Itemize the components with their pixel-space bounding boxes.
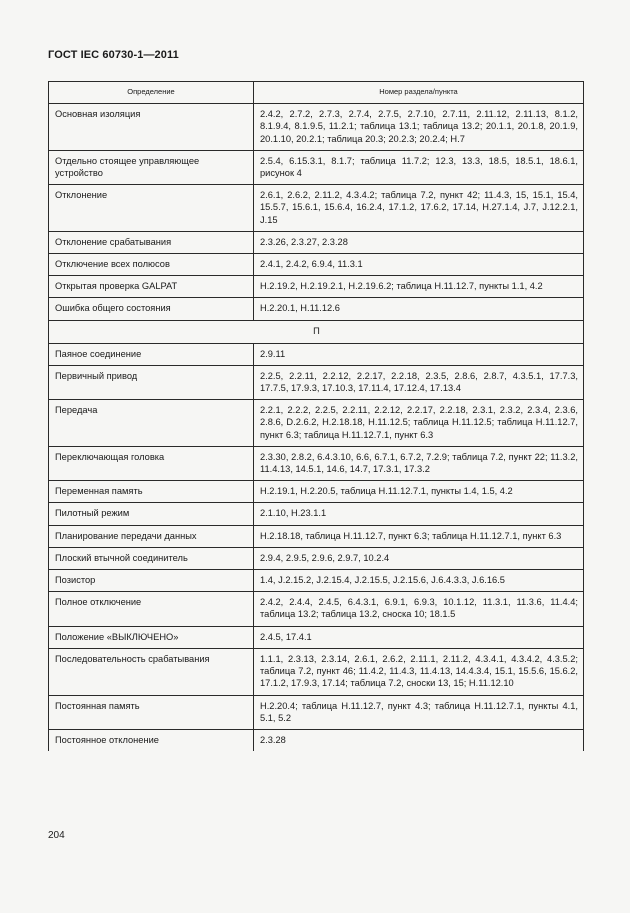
table-row [49,231,584,253]
refs-cell: H.2.19.1, H.2.20.5, таблица H.11.12.7.1, пункты 1.4, 1.5, 4.2 [254,481,584,503]
table-row [49,547,584,569]
refs-cell: 2.2.5, 2.2.11, 2.2.12, 2.2.17, 2.2.18, 2.3.5, 2.8.6, 2.8.7, 4.3.5.1, 17.7.3, 17.7.5, 17.9.3, 17.10.3, 17.11.4, 17.12.4, 17.13.4 [254,365,584,399]
section-letter: П [49,320,584,343]
refs-cell: H.2.18.18, таблица H.11.12.7, пункт 6.3; таблица H.11.12.7.1, пункт 6.3 [254,525,584,547]
term-cell: Постоянная память [49,695,254,729]
table-row [49,503,584,525]
refs-cell: H.2.20.1, H.11.12.6 [254,298,584,320]
section-letter-row [49,320,584,343]
refs-cell: H.2.20.4; таблица H.11.12.7, пункт 4.3; таблица H.11.12.7.1, пункты 4.1, 5.1, 5.2 [254,695,584,729]
table-row [49,525,584,547]
term-cell: Планирование передачи данных [49,525,254,547]
table-row [49,365,584,399]
table-row [49,626,584,648]
refs-cell: 2.4.5, 17.4.1 [254,626,584,648]
table-row [49,104,584,151]
refs-cell: 2.2.1, 2.2.2, 2.2.5, 2.2.11, 2.2.12, 2.2.17, 2.2.18, 2.3.1, 2.3.2, 2.3.4, 2.3.6, 2.8.6, D.2.6.2, H.2.18.18, H.11.12.5; таблица H.11.12.5; таблица H.11.12.7, пункт 6.3; таблица H.11.12.7.1, пункт 6.3 [254,400,584,447]
table-row [49,570,584,592]
term-cell: Плоский втычной соединитель [49,547,254,569]
table-row [49,481,584,503]
table-row [49,254,584,276]
term-cell: Паяное соединение [49,343,254,365]
term-cell: Отдельно стоящее управляющее устройство [49,150,254,184]
refs-cell: 2.4.1, 2.4.2, 6.9.4, 11.3.1 [254,254,584,276]
column-header-definition: Определение [49,82,254,104]
term-cell: Переменная память [49,481,254,503]
page-header: ГОСТ IEC 60730-1—2011 [48,49,179,61]
term-cell: Отклонение срабатывания [49,231,254,253]
term-cell: Отклонение [49,185,254,232]
column-header-section-number: Номер раздела/пункта [254,82,584,104]
term-cell: Основная изоляция [49,104,254,151]
refs-cell: 2.6.1, 2.6.2, 2.11.2, 4.3.4.2; таблица 7.2, пункт 42; 11.4.3, 15, 15.1, 15.4, 15.5.7, 15.6.1, 15.6.4, 16.2.4, 17.1.2, 17.6.2, 17.14, H.27.1.4, J.7, J.12.2.1, J.15 [254,185,584,232]
refs-cell: 2.5.4, 6.15.3.1, 8.1.7; таблица 11.7.2; 12.3, 13.3, 18.5, 18.5.1, 18.6.1, рисунок 4 [254,150,584,184]
refs-cell: 2.4.2, 2.7.2, 2.7.3, 2.7.4, 2.7.5, 2.7.10, 2.7.11, 2.11.12, 2.11.13, 8.1.2, 8.1.9.4, 8.1.9.5, 11.2.1; таблица 13.1; таблица 13.2; 20.1.1, 20.1.8, 20.1.9, 20.1.10, 20.2.1; таблица 20.3; 20.2.3; 20.2.4; H.7 [254,104,584,151]
table-row [49,446,584,480]
table-row [49,729,584,751]
table-row [49,695,584,729]
term-cell: Последовательность срабатывания [49,648,254,695]
table-row [49,400,584,447]
refs-cell: 2.1.10, H.23.1.1 [254,503,584,525]
refs-cell: 2.3.30, 2.8.2, 6.4.3.10, 6.6, 6.7.1, 6.7.2, 7.2.9; таблица 7.2, пункт 22; 11.3.2, 11.4.13, 14.5.1, 14.6, 14.7, 17.3.1, 17.3.2 [254,446,584,480]
refs-cell: H.2.19.2, H.2.19.2.1, H.2.19.6.2; таблица H.11.12.7, пункты 1.1, 4.2 [254,276,584,298]
table-row [49,185,584,232]
term-cell: Постоянное отклонение [49,729,254,751]
term-cell: Пилотный режим [49,503,254,525]
table-row [49,276,584,298]
term-cell: Передача [49,400,254,447]
term-cell: Отключение всех полюсов [49,254,254,276]
term-cell: Открытая проверка GALPAT [49,276,254,298]
term-cell: Ошибка общего состояния [49,298,254,320]
table-row [49,648,584,695]
refs-cell: 2.9.11 [254,343,584,365]
term-cell: Положение «ВЫКЛЮЧЕНО» [49,626,254,648]
refs-cell: 2.9.4, 2.9.5, 2.9.6, 2.9.7, 10.2.4 [254,547,584,569]
refs-cell: 1.1.1, 2.3.13, 2.3.14, 2.6.1, 2.6.2, 2.11.1, 2.11.2, 4.3.4.1, 4.3.4.2, 4.3.5.2; таблица 7.2, пункт 46; 11.4.2, 11.4.3, 11.4.13, 14.4.3.4, 15.1, 15.5.6, 15.6.2, 17.1.2, 17.9.3, 17.14; таблица 7.2, сноски 13, 15; H.11.12.10 [254,648,584,695]
refs-cell: 2.4.2, 2.4.4, 2.4.5, 6.4.3.1, 6.9.1, 6.9.3, 10.1.12, 11.3.1, 11.3.6, 11.4.4; таблица 13.2; таблица 13.2, сноска 10; 18.1.5 [254,592,584,626]
table-row [49,343,584,365]
table-row [49,592,584,626]
refs-cell: 2.3.28 [254,729,584,751]
table-header-row [49,82,584,104]
page-number: 204 [48,830,65,841]
term-cell: Переключающая головка [49,446,254,480]
refs-cell: 1.4, J.2.15.2, J.2.15.4, J.2.15.5, J.2.15.6, J.6.4.3.3, J.6.16.5 [254,570,584,592]
definitions-table [48,81,584,751]
table-row [49,150,584,184]
term-cell: Позистор [49,570,254,592]
term-cell: Первичный привод [49,365,254,399]
refs-cell: 2.3.26, 2.3.27, 2.3.28 [254,231,584,253]
table-row [49,298,584,320]
term-cell: Полное отключение [49,592,254,626]
